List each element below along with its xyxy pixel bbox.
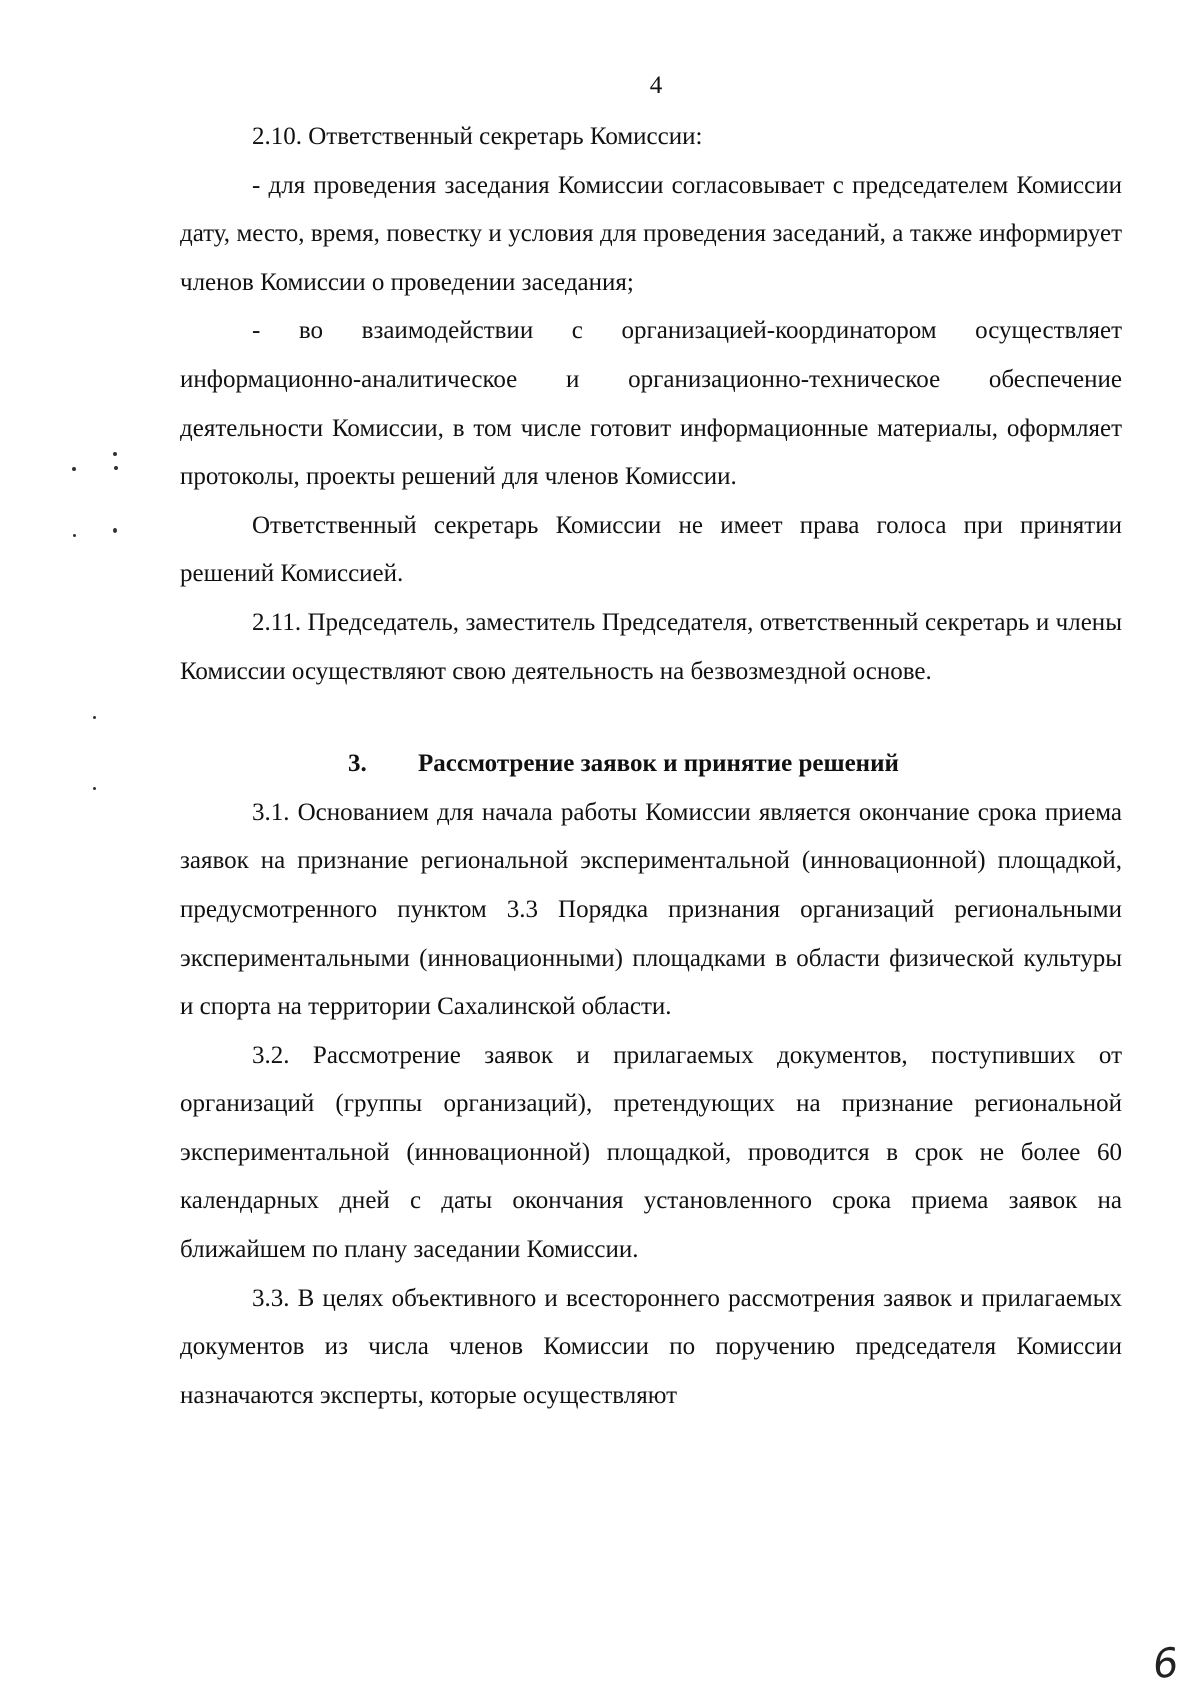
document-body xyxy=(180,113,1122,1420)
scan-speck xyxy=(72,467,76,471)
paragraph-3-2: 3.2. Рассмотрение заявок и прилагаемых документов, поступивших от организаций (группы организаций), претендующих на признание региональной экспериментальной (инновационной) площадкой, проводится в срок не более 60 календарных дней с даты окончания установленного срока приема заявок на ближайшем по плану заседании Комиссии. xyxy=(180,1041,1122,1264)
scan-speck xyxy=(93,787,96,790)
paragraph-2-10-item-2: - во взаимодействии с организацией-координатором осуществляет информационно-аналитическое и организационно-техническое обеспечение деятельности Комиссии, в том числе готовит информационные материалы, оформляет протоколы, проекты решений для членов Комиссии. xyxy=(180,317,1122,491)
scan-speck xyxy=(113,452,117,456)
scan-speck xyxy=(114,466,118,470)
scan-speck xyxy=(113,528,117,533)
paragraph-2-11: 2.11. Председатель, заместитель Председателя, ответственный секретарь и члены Комиссии осуществляют свою деятельность на безвозмездной основе. xyxy=(180,608,1122,685)
paragraph-2-10: 2.10. Ответственный секретарь Комиссии: xyxy=(252,123,703,150)
scan-speck xyxy=(73,534,76,537)
handwritten-page-number: 6 xyxy=(1150,1639,1181,1689)
section-title: Рассмотрение заявок и принятие решений xyxy=(418,750,899,778)
section-heading xyxy=(180,740,1122,789)
paragraph-3-3: 3.3. В целях объективного и всестороннего рассмотрения заявок и прилагаемых документов из числа членов Комиссии по поручению председателя Комиссии назначаются эксперты, которые осуществляют xyxy=(180,1284,1122,1409)
page-number: 4 xyxy=(649,72,663,99)
paragraph-2-10-item-1: - для проведения заседания Комиссии согласовывает с председателем Комиссии дату, место, время, повестку и условия для проведения заседаний, а также информирует членов Комиссии о проведении заседания; xyxy=(180,171,1122,296)
paragraph-2-10-note: Ответственный секретарь Комиссии не имеет права голоса при принятии решений Комиссией. xyxy=(180,511,1122,588)
scan-speck xyxy=(93,716,96,719)
section-number: 3. xyxy=(348,750,367,778)
paragraph-3-1: 3.1. Основанием для начала работы Комиссии является окончание срока приема заявок на признание региональной экспериментальной (инновационной) площадкой, предусмотренного пунктом 3.3 Порядка признания организаций региональными экспериментальными (инновационными) площадками в области физической культуры и спорта на территории Сахалинской области. xyxy=(180,798,1122,1021)
